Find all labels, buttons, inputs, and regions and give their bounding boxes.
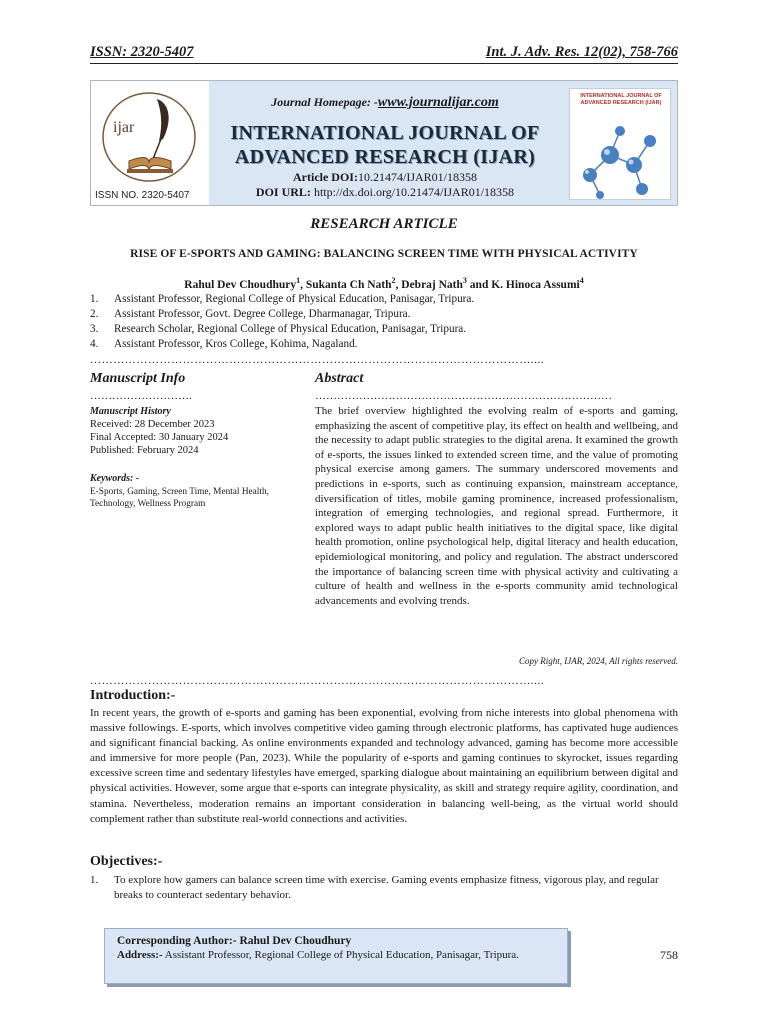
affiliation-number: 1. xyxy=(90,293,99,305)
journal-cover-thumbnail xyxy=(569,88,671,200)
affiliation-number: 3. xyxy=(90,323,99,335)
affiliation-text: Assistant Professor, Kros College, Kohima, Nagaland. xyxy=(114,338,358,350)
copyright-notice: Copy Right, IJAR, 2024, All rights reserved. xyxy=(519,656,678,666)
affiliation-item xyxy=(90,322,678,337)
affiliation-list xyxy=(90,292,678,352)
accepted-date: Final Accepted: 30 January 2024 xyxy=(90,432,229,443)
objectives-list xyxy=(90,873,678,903)
abstract-heading: Abstract xyxy=(315,371,364,386)
logo-text: ijar xyxy=(113,119,135,136)
journal-banner xyxy=(90,80,678,206)
article-type: RESEARCH ARTICLE xyxy=(310,216,458,232)
author-separator: , xyxy=(395,278,402,291)
objective-number: 1. xyxy=(90,874,99,886)
author-name: Rahul Dev Choudhury xyxy=(184,278,297,291)
introduction-text: In recent years, the growth of e-sports and gaming has been exponential, evolving from niche interests into global phenomena with massive followings. E-sports, which involves competitive video gaming through electronic platforms, has captivated huge audiences and significant financial backing. As online environments expanded and technology advanced, gaming has become more accessible and immersive for more people (Pan, 2023). While the popularity of e-sports and gaming continues to skyrocket, issues regarding excessive screen time and sedentary lifestyles have emerged, sparking dialogue about maintaining an equilibrium between digital and physical activities. However, some argue that e-sports can integrate physicality, as skill and strategy require agility, coordination, and stamina. Nevertheless, moderation remains an important consideration in balancing well-being, as the virtual world should complement rather than substitute real-world connections and activities. xyxy=(90,707,678,825)
received-date: Received: 28 December 2023 xyxy=(90,419,215,430)
journal-logo xyxy=(91,81,209,205)
author-affil-mark: 2 xyxy=(391,276,396,285)
affiliation-item xyxy=(90,292,678,307)
keywords-text: E-Sports, Gaming, Screen Time, Mental Health, Technology, Wellness Program xyxy=(90,487,269,509)
address-label: Address:- xyxy=(117,949,163,961)
objective-item xyxy=(90,873,678,903)
affiliation-number: 4. xyxy=(90,338,99,350)
cover-title: INTERNATIONAL JOURNAL OF ADVANCED RESEARCH (IJAR) xyxy=(580,93,662,106)
author-separator: , xyxy=(300,278,306,291)
author-name: Debraj Nath xyxy=(401,278,463,291)
corresponding-author-name: Corresponding Author:- Rahul Dev Choudhury xyxy=(117,935,352,947)
manuscript-info-dots: ………………………. xyxy=(90,390,192,402)
running-header xyxy=(90,44,678,64)
doi-url-link[interactable]: http://dx.doi.org/10.21474/IJAR01/18358 xyxy=(313,185,515,199)
quill-book-logo-icon xyxy=(99,89,199,185)
author-affil-mark: 3 xyxy=(462,276,467,285)
affiliation-text: Assistant Professor, Govt. Degree College, Dharmanagar, Tripura. xyxy=(114,308,411,320)
corresponding-author-box xyxy=(104,928,568,984)
logo-issn: ISSN NO. 2320-5407 xyxy=(95,190,190,201)
published-date: Published: February 2024 xyxy=(90,445,199,456)
introduction-heading: Introduction:- xyxy=(90,688,176,703)
doi-url-label: DOI URL: xyxy=(255,185,311,199)
abstract-text: The brief overview highlighted the evolving realm of e-sports and gaming, emphasizing the ascent of competitive play, its effect on health and wellbeing, and the necessity to adapt public strategies to the digital arena. It examined the growth of e-sports, the issues linked to extended screen time, and the value of promoting physical exercise among gamers. The summary underscored movements and predictions in e-sports, such as continuing expansion, mainstream acceptance, diversification of titles, mobile gaming prominence, increased professionalism, integration of emerging technologies, and regional spread. Furthermore, it explored ways to adapt public health initiatives to the digital space, like digital health promotion, online psychological help, digital literacy and health education, epidemiological monitoring, and policy and regulation. The abstract underscored the importance of balancing screen time with physical activity and cultivating a culture of health and wellness in the e-sports community amid technological advancements and evolving trends. xyxy=(315,405,678,607)
author-name: K. Hinoca Assumi xyxy=(491,278,580,291)
manuscript-info-heading: Manuscript Info xyxy=(90,371,186,386)
corresponding-author-address xyxy=(117,948,555,962)
affiliation-item xyxy=(90,307,678,322)
doi-label: Article DOI: xyxy=(293,170,358,184)
author-affil-mark: 1 xyxy=(296,276,301,285)
affiliation-text: Research Scholar, Regional College of Physical Education, Panisagar, Tripura. xyxy=(114,323,467,335)
author-name: Sukanta Ch Nath xyxy=(305,278,392,291)
manuscript-dates xyxy=(90,418,228,457)
journal-title-line2: ADVANCED RESEARCH (IJAR) xyxy=(234,146,536,168)
molecule-icon xyxy=(570,115,671,200)
dotted-divider-top: …………………………………………………………………………………………………….... xyxy=(90,354,545,366)
citation-label: Int. J. Adv. Res. 12(02), 758-766 xyxy=(485,44,678,60)
author-affil-mark: 4 xyxy=(579,276,584,285)
affiliation-text: Assistant Professor, Regional College of Physical Education, Panisagar, Tripura. xyxy=(114,293,475,305)
objectives-heading: Objectives:- xyxy=(90,854,163,869)
author-list xyxy=(90,276,678,291)
homepage-link[interactable]: www.journalijar.com xyxy=(377,95,499,110)
journal-title xyxy=(209,121,561,169)
paper-title: RISE OF E-SPORTS AND GAMING: BALANCING SCREEN TIME WITH PHYSICAL ACTIVITY xyxy=(130,248,638,260)
journal-homepage xyxy=(209,95,561,111)
issn-label: ISSN: 2320-5407 xyxy=(90,44,194,60)
objective-text: To explore how gamers can balance screen time with exercise. Gaming events emphasize fitness, vigorous play, and regular breaks to counteract sedentary behavior. xyxy=(114,874,659,901)
homepage-label: Journal Homepage: - xyxy=(271,95,378,109)
journal-title-line1: INTERNATIONAL JOURNAL OF xyxy=(230,122,540,144)
address-text: Assistant Professor, Regional College of Physical Education, Panisagar, Tripura. xyxy=(162,949,519,961)
author-separator: and xyxy=(466,278,492,291)
affiliation-number: 2. xyxy=(90,308,99,320)
manuscript-history-label: Manuscript History xyxy=(90,406,171,417)
affiliation-item xyxy=(90,337,678,352)
doi-block xyxy=(209,170,561,200)
keywords-label: Keywords: - xyxy=(90,473,140,484)
abstract-dots: ……………………………………………………………………… xyxy=(315,390,612,402)
page-number: 758 xyxy=(660,948,678,962)
doi-value: 10.21474/IJAR01/18358 xyxy=(357,170,477,184)
dotted-divider-bottom: …………………………………………………………………………………………………….... xyxy=(90,675,545,687)
